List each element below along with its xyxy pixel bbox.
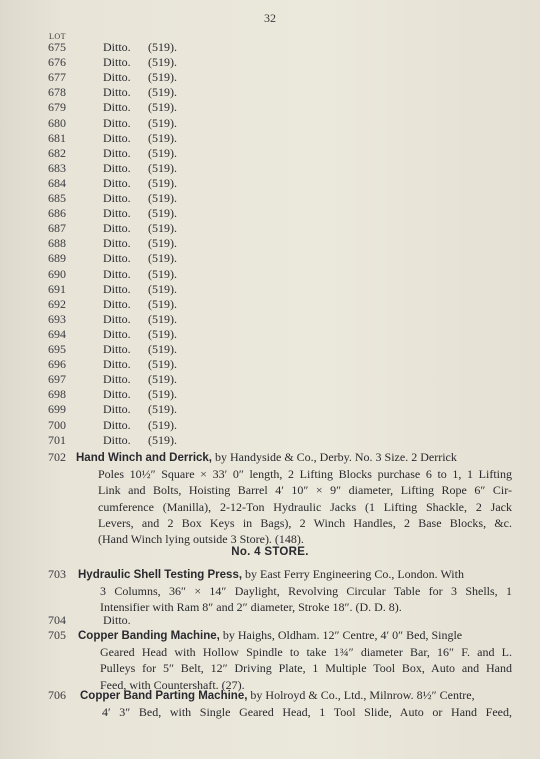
reference-number: (519). — [148, 281, 177, 296]
lot-description — [80, 687, 512, 720]
lot-description-line — [78, 566, 512, 583]
ditto-lot-row — [0, 297, 540, 312]
lot-description-text: by East Ferry Engineering Co., London. With — [242, 567, 464, 581]
reference-number: (519). — [148, 342, 177, 356]
ditto-lot-row — [0, 85, 540, 100]
lot-number: 688 — [48, 236, 66, 251]
ditto-text: Ditto. — [103, 357, 131, 372]
ditto-text: Ditto. — [103, 145, 131, 160]
lot-number: 689 — [48, 251, 66, 266]
lot-number: 691 — [48, 281, 66, 296]
reference-number: (519). — [148, 357, 177, 372]
ditto-lot-row — [0, 55, 540, 70]
ditto-lot-row — [0, 402, 540, 417]
reference-number: (519). — [148, 85, 177, 100]
ditto-lot-row — [0, 206, 540, 221]
ditto-text: Ditto. — [103, 70, 131, 85]
reference-number: (519). — [148, 100, 177, 115]
reference-number: (519). — [148, 221, 177, 236]
reference-number: (519). — [148, 236, 177, 251]
reference-number: (519). — [148, 130, 177, 145]
reference-number: (519). — [148, 206, 177, 221]
lot-description-line: 4′ 3″ Bed, with Single Geared Head, 1 Tool Slide, Auto or Hand Feed, — [102, 705, 512, 720]
reference-number: (519). — [148, 296, 177, 311]
ditto-lot-row — [0, 418, 540, 433]
ditto-lot-row — [0, 191, 540, 206]
ditto-lot-row — [0, 312, 540, 327]
lot-description-line: 3 Columns, 36″ × 14″ Daylight, Revolving Circular Table for 3 Shells, 1 — [100, 584, 512, 599]
lot-column-heading: LOT — [49, 32, 67, 41]
reference-number: (519). — [148, 311, 177, 326]
lot-number: 703 — [48, 567, 66, 581]
lot-description-line: Feed, with Countershaft. (27). — [100, 677, 245, 692]
lot-number: 695 — [48, 342, 66, 356]
lot-title: Hydraulic Shell Testing Press, — [78, 569, 243, 581]
ditto-text: Ditto. — [103, 296, 131, 311]
lot-number: 682 — [48, 145, 66, 160]
ditto-lot-row — [0, 100, 540, 115]
lot-number: 685 — [48, 191, 66, 205]
ditto-text: Ditto. — [103, 175, 131, 190]
lot-number: 701 — [48, 432, 66, 447]
ditto-lot-row — [0, 387, 540, 402]
ditto-text: Ditto. — [103, 266, 131, 281]
ditto-lot-row — [0, 131, 540, 146]
lot-description-text: by Haighs, Oldham. 12″ Centre, 4′ 0″ Bed, Single — [219, 628, 463, 642]
reference-number: (519). — [148, 115, 177, 130]
lot-number: 683 — [48, 160, 66, 175]
ditto-text: Ditto. — [103, 236, 131, 251]
ditto-lot-row — [0, 161, 540, 176]
lot-number: 699 — [48, 402, 66, 417]
lot-description-line: Pulleys for 5″ Belt, 12″ Driving Plate, 1 Multiple Tool Box, Auto and Hand — [100, 661, 512, 676]
lot-number: 680 — [48, 115, 66, 130]
ditto-text: Ditto. — [103, 251, 131, 266]
reference-number: (519). — [148, 175, 177, 190]
lot-title: Hand Winch and Derrick, — [76, 452, 213, 464]
lot-number: 677 — [48, 70, 66, 85]
lot-description-line: Poles 10½″ Square × 33′ 0″ length, 2 Lifting Blocks purchase 6 to 1, 1 Lifting — [98, 467, 512, 482]
ditto-text: Ditto. — [103, 417, 131, 432]
lot-number: 690 — [48, 266, 66, 281]
reference-number: (519). — [148, 326, 177, 341]
ditto-lot-row — [0, 433, 540, 448]
lot-number: 684 — [48, 175, 66, 190]
lot-number: 678 — [48, 85, 66, 100]
ditto-lot-row — [0, 357, 540, 372]
lot-description-line: cumference (Manilla), 2-12-Ton Hydraulic Jacks (1 Lifting Shackle, 2 Jack — [98, 499, 512, 514]
lot-description: Ditto. — [103, 613, 131, 627]
ditto-text: Ditto. — [103, 342, 131, 356]
page-number: 32 — [264, 11, 276, 25]
section-heading: No. 4 STORE. — [231, 546, 309, 558]
lot-number: 704 — [48, 613, 66, 627]
lot-number: 675 — [48, 40, 66, 54]
ditto-lot-row — [0, 236, 540, 251]
ditto-lot-row — [0, 342, 540, 357]
reference-number: (519). — [148, 40, 177, 54]
ditto-text: Ditto. — [103, 40, 131, 54]
lot-number: 676 — [48, 55, 66, 70]
reference-number: (519). — [148, 191, 177, 205]
ditto-text: Ditto. — [103, 100, 131, 115]
ditto-text: Ditto. — [103, 206, 131, 221]
ditto-text: Ditto. — [103, 85, 131, 100]
lot-description-line: Geared Head with Hollow Spindle to take 1¾″ diameter Bar, 16″ F. and L. — [100, 645, 512, 660]
ditto-text: Ditto. — [103, 372, 131, 387]
lot-number: 706 — [48, 688, 66, 702]
ditto-text: Ditto. — [103, 387, 131, 402]
lot-number: 693 — [48, 311, 66, 326]
lot-description — [78, 627, 512, 693]
lot-title: Copper Band Parting Machine, — [80, 690, 248, 702]
lot-number: 694 — [48, 326, 66, 341]
lot-description-text: by Holroyd & Co., Ltd., Milnrow. 8½″ Centre, — [247, 688, 475, 702]
ditto-text: Ditto. — [103, 402, 131, 417]
lot-number: 696 — [48, 357, 66, 372]
reference-number: (519). — [148, 372, 177, 387]
lot-number: 679 — [48, 100, 66, 115]
lot-description — [76, 449, 512, 547]
reference-number: (519). — [148, 432, 177, 447]
reference-number: (519). — [148, 387, 177, 402]
lot-description-line — [80, 687, 512, 704]
lot-description-line: Link and Bolts, Hoisting Barrel 4′ 10″ × 9″ diameter, Lifting Rope 6″ Cir- — [98, 483, 512, 498]
ditto-lot-row — [0, 176, 540, 191]
ditto-lot-row — [0, 221, 540, 236]
ditto-text: Ditto. — [103, 311, 131, 326]
ditto-lot-row — [0, 116, 540, 131]
lot-description-text: by Handyside & Co., Derby. No. 3 Size. 2 Derrick — [212, 450, 457, 464]
ditto-lot-row — [0, 70, 540, 85]
reference-number: (519). — [148, 251, 177, 266]
lot-description-line: Intensifier with Ram 8″ and 2″ diameter, Stroke 18″. (D. D. 8). — [100, 600, 402, 615]
ditto-text: Ditto. — [103, 326, 131, 341]
lot-number: 705 — [48, 628, 66, 642]
lot-description-line — [78, 627, 512, 644]
reference-number: (519). — [148, 70, 177, 85]
lot-number: 686 — [48, 206, 66, 221]
lot-number: 698 — [48, 387, 66, 402]
ditto-lot-row — [0, 251, 540, 266]
reference-number: (519). — [148, 266, 177, 281]
ditto-lot-row — [0, 146, 540, 161]
ditto-text: Ditto. — [103, 115, 131, 130]
reference-number: (519). — [148, 417, 177, 432]
ditto-lot-row — [0, 40, 540, 55]
ditto-text: Ditto. — [103, 130, 131, 145]
ditto-text: Ditto. — [103, 160, 131, 175]
lot-number: 692 — [48, 296, 66, 311]
ditto-text: Ditto. — [103, 221, 131, 236]
lot-description-line — [76, 449, 512, 466]
ditto-lot-row — [0, 282, 540, 297]
lot-description-line: (Hand Winch lying outside 3 Store). (148). — [98, 532, 304, 547]
lot-title: Copper Banding Machine, — [78, 630, 220, 642]
lot-number: 697 — [48, 372, 66, 387]
lot-number: 681 — [48, 130, 66, 145]
ditto-lot-row — [0, 327, 540, 342]
ditto-text: Ditto. — [103, 281, 131, 296]
ditto-text: Ditto. — [103, 432, 131, 447]
lot-number: 687 — [48, 221, 66, 236]
ditto-text: Ditto. — [103, 55, 131, 70]
lot-description-line: Levers, and 2 Box Keys in Bags), 2 Winch Handles, 2 Base Blocks, &c. — [98, 515, 512, 530]
ditto-text: Ditto. — [103, 191, 131, 205]
ditto-lot-row — [0, 372, 540, 387]
reference-number: (519). — [148, 402, 177, 417]
lot-number: 702 — [48, 450, 66, 464]
reference-number: (519). — [148, 55, 177, 70]
ditto-lot-row — [0, 267, 540, 282]
lot-description — [78, 566, 512, 616]
reference-number: (519). — [148, 160, 177, 175]
lot-number: 700 — [48, 417, 66, 432]
reference-number: (519). — [148, 145, 177, 160]
